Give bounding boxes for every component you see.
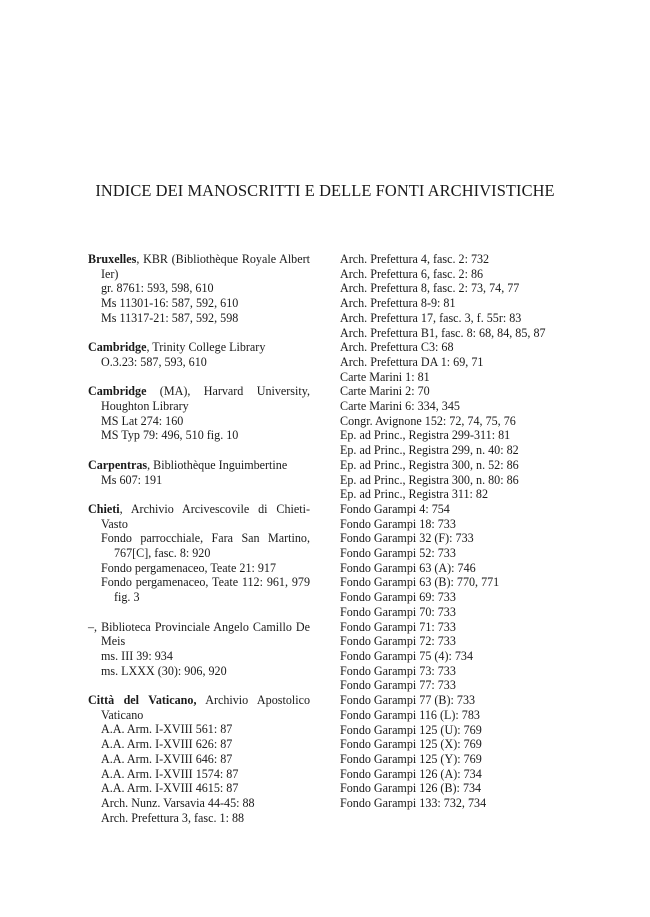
entry-city: Bruxelles — [88, 252, 137, 266]
index-line: Fondo Garampi 4: 754 — [340, 501, 450, 516]
entry-heading — [88, 620, 310, 649]
index-line: Arch. Prefettura B1, fasc. 8: 68, 84, 85, 87 — [340, 325, 546, 340]
entry-item: Ms 11301-16: 587, 592, 610 — [101, 296, 239, 311]
index-line: Fondo Garampi 72: 733 — [340, 634, 456, 649]
index-line: Ep. ad Princ., Registra 311: 82 — [340, 487, 489, 502]
index-entry — [88, 620, 310, 679]
entry-item: A.A. Arm. I-XVIII 1574: 87 — [101, 766, 239, 781]
entry-heading — [88, 340, 310, 355]
entry-institution: (MA), Harvard University, Houghton Library — [101, 384, 310, 413]
index-line: Ep. ad Princ., Registra 299, n. 40: 82 — [340, 443, 519, 458]
index-line: Fondo Garampi 69: 733 — [340, 590, 456, 605]
index-entry — [88, 458, 310, 487]
index-line: Fondo Garampi 18: 733 — [340, 516, 456, 531]
entry-heading — [88, 693, 310, 722]
entry-institution: , KBR (Bibliothèque Royale Albert Ier) — [101, 252, 310, 281]
index-line: Carte Marini 2: 70 — [340, 384, 430, 399]
index-entry — [88, 384, 310, 443]
entry-item: Ms 607: 191 — [101, 472, 163, 487]
index-line: Congr. Avignone 152: 72, 74, 75, 76 — [340, 413, 516, 428]
entry-heading — [88, 384, 310, 413]
index-line: Ep. ad Princ., Registra 299-311: 81 — [340, 428, 511, 443]
index-entry — [88, 252, 310, 326]
index-line: Ep. ad Princ., Registra 300, n. 52: 86 — [340, 457, 519, 472]
index-line: Fondo Garampi 77 (B): 733 — [340, 693, 476, 708]
index-column-right — [340, 252, 572, 811]
entry-item: O.3.23: 587, 593, 610 — [101, 354, 207, 369]
index-line: Arch. Prefettura C3: 68 — [340, 340, 454, 355]
entry-heading — [88, 252, 310, 281]
page-title: INDICE DEI MANOSCRITTI E DELLE FONTI ARCHIVISTICHE — [95, 181, 555, 200]
entry-city: Cambridge — [88, 340, 147, 355]
index-line: Fondo Garampi 71: 733 — [340, 619, 456, 634]
index-line: Fondo Garampi 77: 733 — [340, 678, 456, 693]
entry-institution: , Bibliothèque Inguimbertine — [147, 457, 288, 472]
index-line: Carte Marini 1: 81 — [340, 369, 430, 384]
entry-heading — [88, 458, 310, 473]
entry-city: Cambridge — [88, 384, 147, 399]
index-line: Arch. Prefettura 6, fasc. 2: 86 — [340, 266, 484, 281]
entry-item: Fondo pergamenaceo, Teate 112: 961, 979 fig. 3 — [101, 575, 310, 605]
entry-item: Fondo pergamenaceo, Teate 21: 917 — [101, 560, 277, 575]
index-line: Fondo Garampi 126 (A): 734 — [340, 766, 482, 781]
index-line: Arch. Prefettura DA 1: 69, 71 — [340, 354, 484, 369]
index-line: Fondo Garampi 63 (A): 746 — [340, 560, 476, 575]
index-line: Fondo Garampi 116 (L): 783 — [340, 707, 480, 722]
entry-item: Ms 11317-21: 587, 592, 598 — [101, 310, 239, 325]
index-column-left — [88, 252, 310, 825]
index-line: Arch. Prefettura 4, fasc. 2: 732 — [340, 252, 490, 266]
entry-item: A.A. Arm. I-XVIII 4615: 87 — [101, 781, 239, 796]
index-line: Arch. Prefettura 8-9: 81 — [340, 296, 456, 311]
entry-institution: , Archivio Arcivescovile di Chieti-Vasto — [101, 501, 310, 531]
entry-institution: , Trinity College Library — [146, 340, 266, 355]
index-line: Fondo Garampi 70: 733 — [340, 604, 456, 619]
entry-item: A.A. Arm. I-XVIII 626: 87 — [101, 737, 233, 752]
index-line: Fondo Garampi 32 (F): 733 — [340, 531, 474, 546]
entry-item: A.A. Arm. I-XVIII 561: 87 — [101, 722, 233, 737]
entry-city: Carpentras — [88, 457, 148, 472]
index-line: Carte Marini 6: 334, 345 — [340, 399, 460, 414]
index-line: Fondo Garampi 126 (B): 734 — [340, 781, 482, 796]
entry-item: ms. LXXX (30): 906, 920 — [101, 663, 227, 678]
index-line: Fondo Garampi 125 (U): 769 — [340, 722, 482, 737]
index-line: Ep. ad Princ., Registra 300, n. 80: 86 — [340, 472, 519, 487]
index-line: Fondo Garampi 133: 732, 734 — [340, 796, 487, 811]
entry-item: gr. 8761: 593, 598, 610 — [101, 281, 214, 296]
entry-item: Arch. Prefettura 3, fasc. 1: 88 — [101, 810, 245, 825]
index-line: Arch. Prefettura 8, fasc. 2: 73, 74, 77 — [340, 281, 520, 296]
entry-heading — [88, 502, 310, 531]
index-line: Fondo Garampi 52: 733 — [340, 546, 456, 561]
entry-city: Chieti — [88, 501, 120, 516]
entry-item: MS Typ 79: 496, 510 fig. 10 — [101, 428, 239, 443]
entry-item: ms. III 39: 934 — [101, 648, 173, 663]
index-entry — [88, 340, 310, 369]
index-line: Fondo Garampi 73: 733 — [340, 663, 456, 678]
entry-item: Arch. Nunz. Varsavia 44-45: 88 — [101, 795, 255, 810]
index-entry — [88, 502, 310, 605]
index-line: Fondo Garampi 125 (Y): 769 — [340, 751, 482, 766]
entry-item: MS Lat 274: 160 — [101, 413, 184, 428]
index-line: Fondo Garampi 125 (X): 769 — [340, 737, 482, 752]
index-entry — [88, 693, 310, 825]
entry-item: A.A. Arm. I-XVIII 646: 87 — [101, 751, 233, 766]
entry-institution: Archivio Apostolico Vaticano — [101, 693, 310, 722]
entry-institution: –, Biblioteca Provinciale Angelo Camillo De Meis — [88, 619, 310, 649]
entry-city: Città del Vaticano, — [88, 693, 197, 707]
index-line: Arch. Prefettura 17, fasc. 3, f. 55r: 83 — [340, 310, 522, 325]
index-line: Fondo Garampi 75 (4): 734 — [340, 648, 474, 663]
index-line: Fondo Garampi 63 (B): 770, 771 — [340, 575, 500, 590]
entry-item: Fondo parrocchiale, Fara San Martino, 767[C], fasc. 8: 920 — [101, 531, 310, 560]
